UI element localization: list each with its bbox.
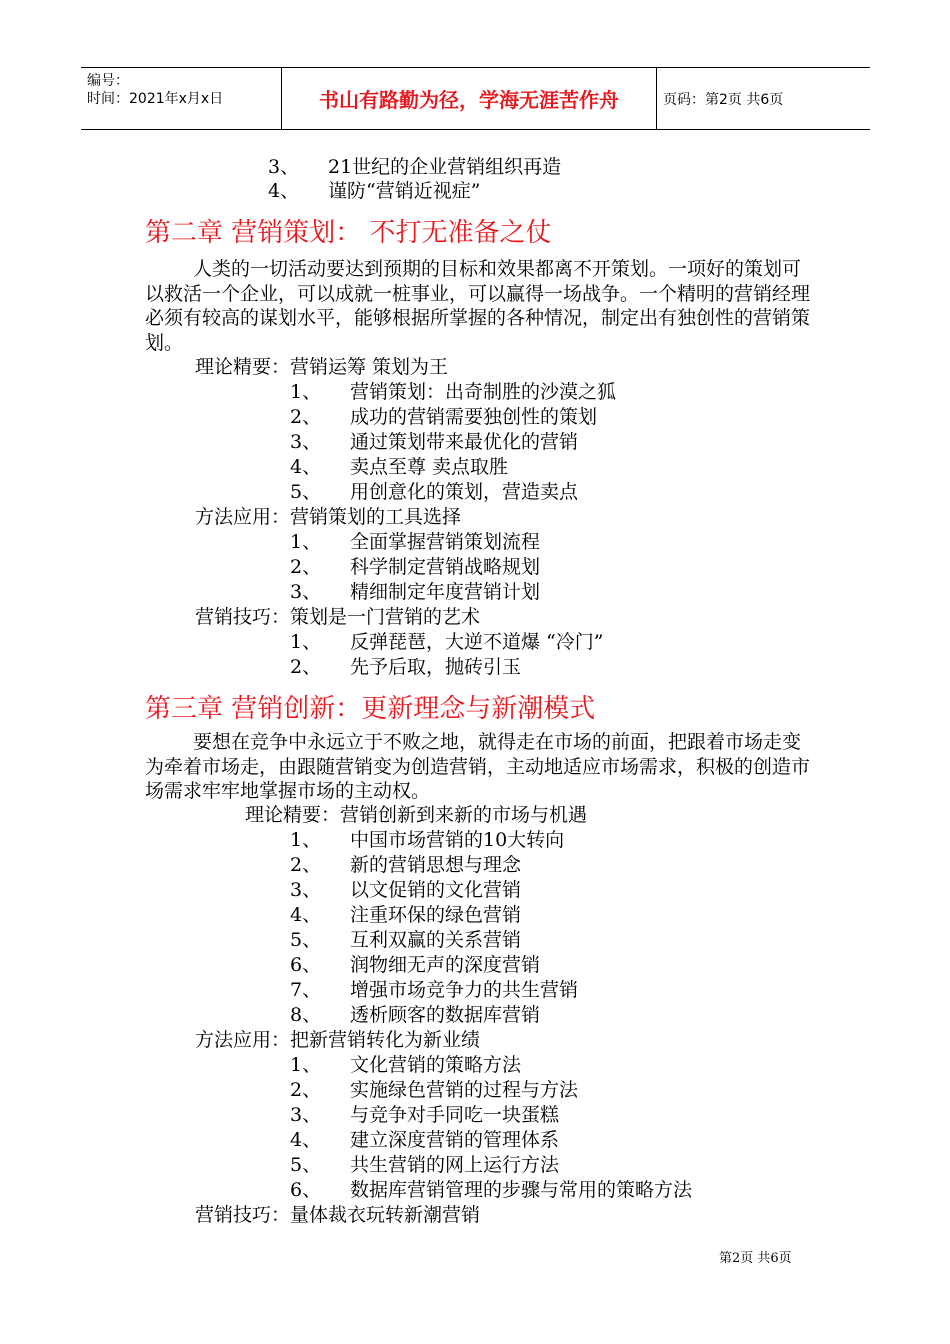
list-item: 1、 营销策划：出奇制胜的沙漠之狐 (290, 381, 617, 403)
list-item (268, 179, 480, 204)
list-item: 2、 新的营销思想与理念 (290, 854, 522, 876)
item-text: 21世纪的企业营销组织再造 (328, 156, 562, 178)
list-item: 5、 共生营销的网上运行方法 (290, 1154, 560, 1176)
list-item: 3、 精细制定年度营销计划 (290, 581, 541, 603)
list-item: 7、 增强市场竞争力的共生营销 (290, 979, 579, 1001)
page-header (81, 67, 870, 130)
chapter-3-title: 第三章 营销创新：更新理念与新潮模式 (145, 694, 596, 724)
chapter-2-intro: 人类的一切活动要达到预期的目标和效果都离不开策划。一项好的策划可以救活一个企业，可以成就一桩事业，可以赢得一场战争。一个精明的营销经理必须有较高的谋划水平，能够根据所掌握的各种情况，制定出有独创性的营销策划。 (145, 258, 811, 354)
section-label: 营销技巧：策划是一门营销的艺术 (195, 606, 481, 628)
list-item: 3、 以文促销的文化营销 (290, 879, 522, 901)
list-item: 4、 注重环保的绿色营销 (290, 904, 522, 926)
section-label: 方法应用：营销策划的工具选择 (195, 506, 462, 528)
page-footer: 第2页 共6页 (719, 1251, 792, 1266)
list-item: 2、 成功的营销需要独创性的策划 (290, 406, 598, 428)
header-time: 时间：2021年x月x日 (87, 91, 224, 107)
chapter-3-intro: 要想在竞争中永远立于不败之地，就得走在市场的前面，把跟着市场走变为牵着市场走，由跟随营销变为创造营销，主动地适应市场需求，积极的创造市场需求牢牢地掌握市场的主动权。 (145, 731, 811, 802)
list-item: 6、 数据库营销管理的步骤与常用的策略方法 (290, 1179, 693, 1201)
list-item: 2、 先予后取，抛砖引玉 (290, 656, 522, 678)
chapter-2-title: 第二章 营销策划： 不打无准备之仗 (145, 218, 552, 248)
list-item: 4、 卖点至尊 卖点取胜 (290, 456, 509, 478)
list-item: 8、 透析顾客的数据库营销 (290, 1004, 541, 1026)
header-meta (87, 72, 223, 108)
list-item: 1、 全面掌握营销策划流程 (290, 531, 541, 553)
list-item: 1、 中国市场营销的10大转向 (290, 829, 565, 851)
header-divider (656, 68, 657, 129)
section-label: 方法应用：把新营销转化为新业绩 (195, 1029, 481, 1051)
item-text: 谨防“营销近视症” (328, 180, 481, 202)
item-number: 4、 (268, 180, 300, 202)
list-item: 2、 科学制定营销战略规划 (290, 556, 541, 578)
list-item: 3、 与竞争对手同吃一块蛋糕 (290, 1104, 560, 1126)
list-item: 6、 润物细无声的深度营销 (290, 954, 541, 976)
item-number: 3、 (268, 156, 300, 178)
section-label: 理论精要：营销创新到来新的市场与机遇 (245, 804, 588, 826)
list-item: 3、 通过策划带来最优化的营销 (290, 431, 579, 453)
list-item: 4、 建立深度营销的管理体系 (290, 1129, 560, 1151)
header-number: 编号： (87, 73, 129, 89)
list-item (268, 155, 561, 180)
list-item: 1、 反弹琵琶，大逆不道爆 “冷门” (290, 631, 604, 653)
list-item: 1、 文化营销的策略方法 (290, 1054, 522, 1076)
section-label: 理论精要：营销运筹 策划为王 (195, 356, 449, 378)
list-item: 5、 用创意化的策划，营造卖点 (290, 481, 579, 503)
header-motto: 书山有路勤为径，学海无涯苦作舟 (319, 88, 619, 112)
list-item: 5、 互利双赢的关系营销 (290, 929, 522, 951)
header-page-number: 页码：第2页 共6页 (663, 91, 784, 108)
section-label: 营销技巧：量体裁衣玩转新潮营销 (195, 1204, 481, 1226)
list-item: 2、 实施绿色营销的过程与方法 (290, 1079, 579, 1101)
